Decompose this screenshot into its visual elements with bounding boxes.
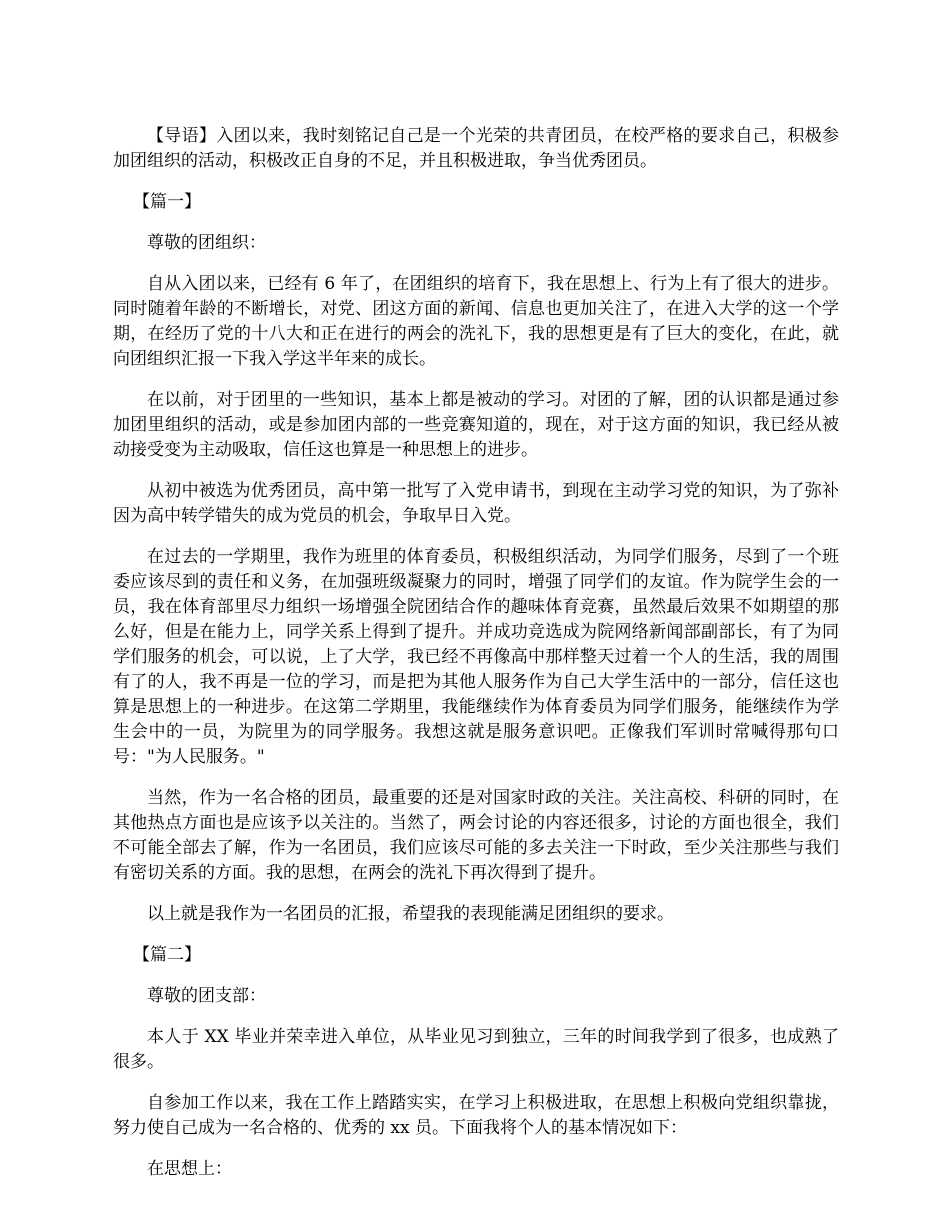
body-paragraph: 本人于 XX 毕业并荣幸进入单位，从毕业见习到独立，三年的时间我学到了很多，也成熟了很多。 [113,1027,839,1072]
salutation-paragraph: 尊敬的团组织： [147,233,266,253]
document-page [113,124,839,1198]
intro-paragraph: 【导语】入团以来，我时刻铭记自己是一个光荣的共青团员，在校严格的要求自己，积极参加团组织的活动，积极改正自身的不足，并且积极进取，争当优秀团员。 [113,126,839,171]
body-paragraph: 自从入团以来，已经有 6 年了，在团组织的培育下，我在思想上、行为上有了很大的进步。同时随着年龄的不断增长，对党、团这方面的新闻、信息也更加关注了，在进入大学的这一个学期，在经历了党的十八大和正在进行的两会的洗礼下，我的思想更是有了巨大的变化，在此，就向团组织汇报一下我入学这半年来的成长。 [113,274,839,369]
body-paragraph: 在以前，对于团里的一些知识，基本上都是被动的学习。对团的了解，团的认识都是通过参加团里组织的活动，或是参加团内部的一些竞赛知道的，现在，对于这方面的知识，我已经从被动接受变为主动吸取，信任这也算是一种思想上的进步。 [113,390,839,460]
salutation-paragraph: 尊敬的团支部： [147,986,266,1006]
body-paragraph: 在过去的一学期里，我作为班里的体育委员，积极组织活动，为同学们服务，尽到了一个班委应该尽到的责任和义务，在加强班级凝聚力的同时，增强了同学们的友谊。作为院学生会的一员，我在体育部里尽力组织一场增强全院团结合作的趣味体育竞赛，虽然最后效果不如期望的那么好，但是在能力上，同学关系上得到了提升。并成功竞选成为院网络新闻部副部长，有了为同学们服务的机会，可以说，上了大学，我已经不再像高中那样整天过着一个人的生活，我的周围有了的人，我不再是一位的学习，而是把为其他人服务作为自己大学生活中的一部分，信任这也算是思想上的一种进步。在这第二学期里，我能继续作为体育委员为同学们服务，能继续作为学生会中的一员，为院里为的同学服务。我想这就是服务意识吧。正像我们军训时常喊得那句口号："为人民服务。" [113,547,839,767]
section-heading-part-one: 【篇一】 [133,192,201,212]
closing-paragraph: 以上就是我作为一名团员的汇报，希望我的表现能满足团组织的要求。 [147,904,674,924]
body-paragraph: 当然，作为一名合格的团员，最重要的还是对国家时政的关注。关注高校、科研的同时，在其他热点方面也是应该予以关注的。当然了，两会讨论的内容还很多，讨论的方面也很全，我们不可能全部去了解，作为一名团员，我们应该尽可能的多去关注一下时政，至少关注那些与我们有密切关系的方面。我的思想，在两会的洗礼下再次得到了提升。 [113,788,839,883]
body-paragraph: 在思想上： [147,1159,232,1179]
section-heading-part-two: 【篇二】 [133,945,201,965]
body-paragraph: 从初中被选为优秀团员，高中第一批写了入党申请书，到现在主动学习党的知识，为了弥补因为高中转学错失的成为党员的机会，争取早日入党。 [113,481,839,526]
body-paragraph: 自参加工作以来，我在工作上踏踏实实，在学习上积极进取，在思想上积极向党组织靠拢，努力使自己成为一名合格的、优秀的 xx 员。下面我将个人的基本情况如下： [113,1093,839,1138]
